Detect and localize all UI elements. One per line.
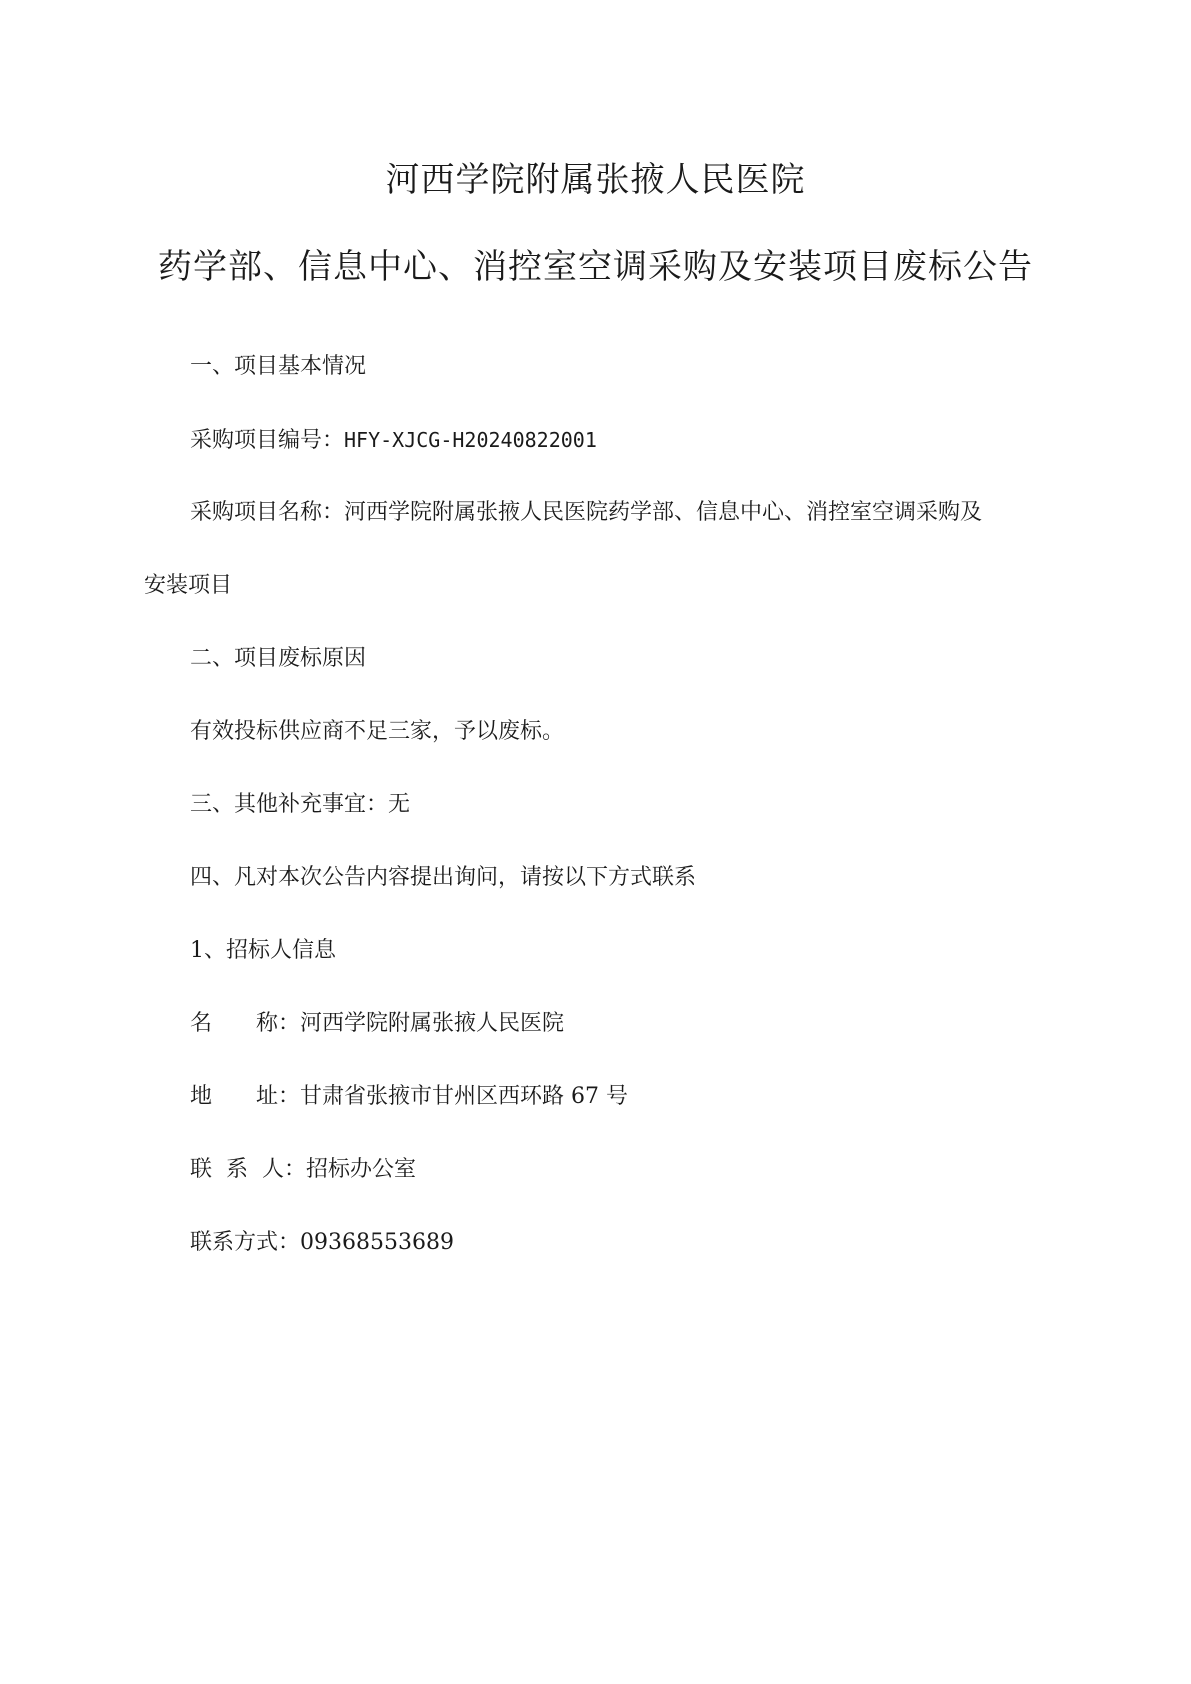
tenderer-name-row [190, 1009, 564, 1039]
section1-heading: 一、项目基本情况 [190, 354, 367, 379]
contact-phone-row [190, 1228, 454, 1258]
project-name-value-line1: 河西学院附属张掖人民医院药学部、信息中心、消控室空调采购及 [344, 500, 983, 525]
project-name-label: 采购项目名称： [190, 500, 345, 525]
project-number-row [190, 425, 597, 456]
section3-heading: 三、其他补充事宜：无 [190, 792, 411, 817]
project-number-label: 采购项目编号： [190, 428, 345, 453]
address-label-a: 地 [190, 1084, 213, 1109]
project-name-row [190, 498, 982, 528]
address-label-b: 址： [256, 1084, 301, 1109]
contact-person-row [190, 1155, 416, 1185]
abandon-reason-text: 有效投标供应商不足三家，予以废标。 [190, 719, 565, 744]
contact-label-c: 人： [262, 1157, 307, 1182]
name-label-a: 名 [190, 1011, 213, 1036]
phone-label: 联系方式： [190, 1230, 301, 1255]
section2-heading: 二、项目废标原因 [190, 646, 367, 671]
tenderer-address-row [190, 1082, 628, 1112]
contact-label-a: 联 [190, 1157, 213, 1182]
tenderer-name-value: 河西学院附属张掖人民医院 [300, 1011, 565, 1036]
project-number-value: HFY-XJCG-H20240822001 [344, 428, 597, 452]
phone-value: 09368553689 [300, 1230, 454, 1255]
project-name-value-line2: 安装项目 [144, 573, 233, 598]
contact-label-b: 系 [226, 1157, 249, 1182]
name-label-b: 称： [256, 1011, 301, 1036]
document-title-line2: 药学部、信息中心、消控室空调采购及安装项目废标公告 [158, 247, 1033, 287]
tenderer-address-value: 甘肃省张掖市甘州区西环路 67 号 [300, 1084, 629, 1109]
subsection1-heading: 1、招标人信息 [190, 938, 336, 963]
contact-person-value: 招标办公室 [306, 1157, 417, 1182]
document-title-line1: 河西学院附属张掖人民医院 [385, 160, 806, 200]
section4-heading: 四、凡对本次公告内容提出询问，请按以下方式联系 [190, 865, 697, 890]
